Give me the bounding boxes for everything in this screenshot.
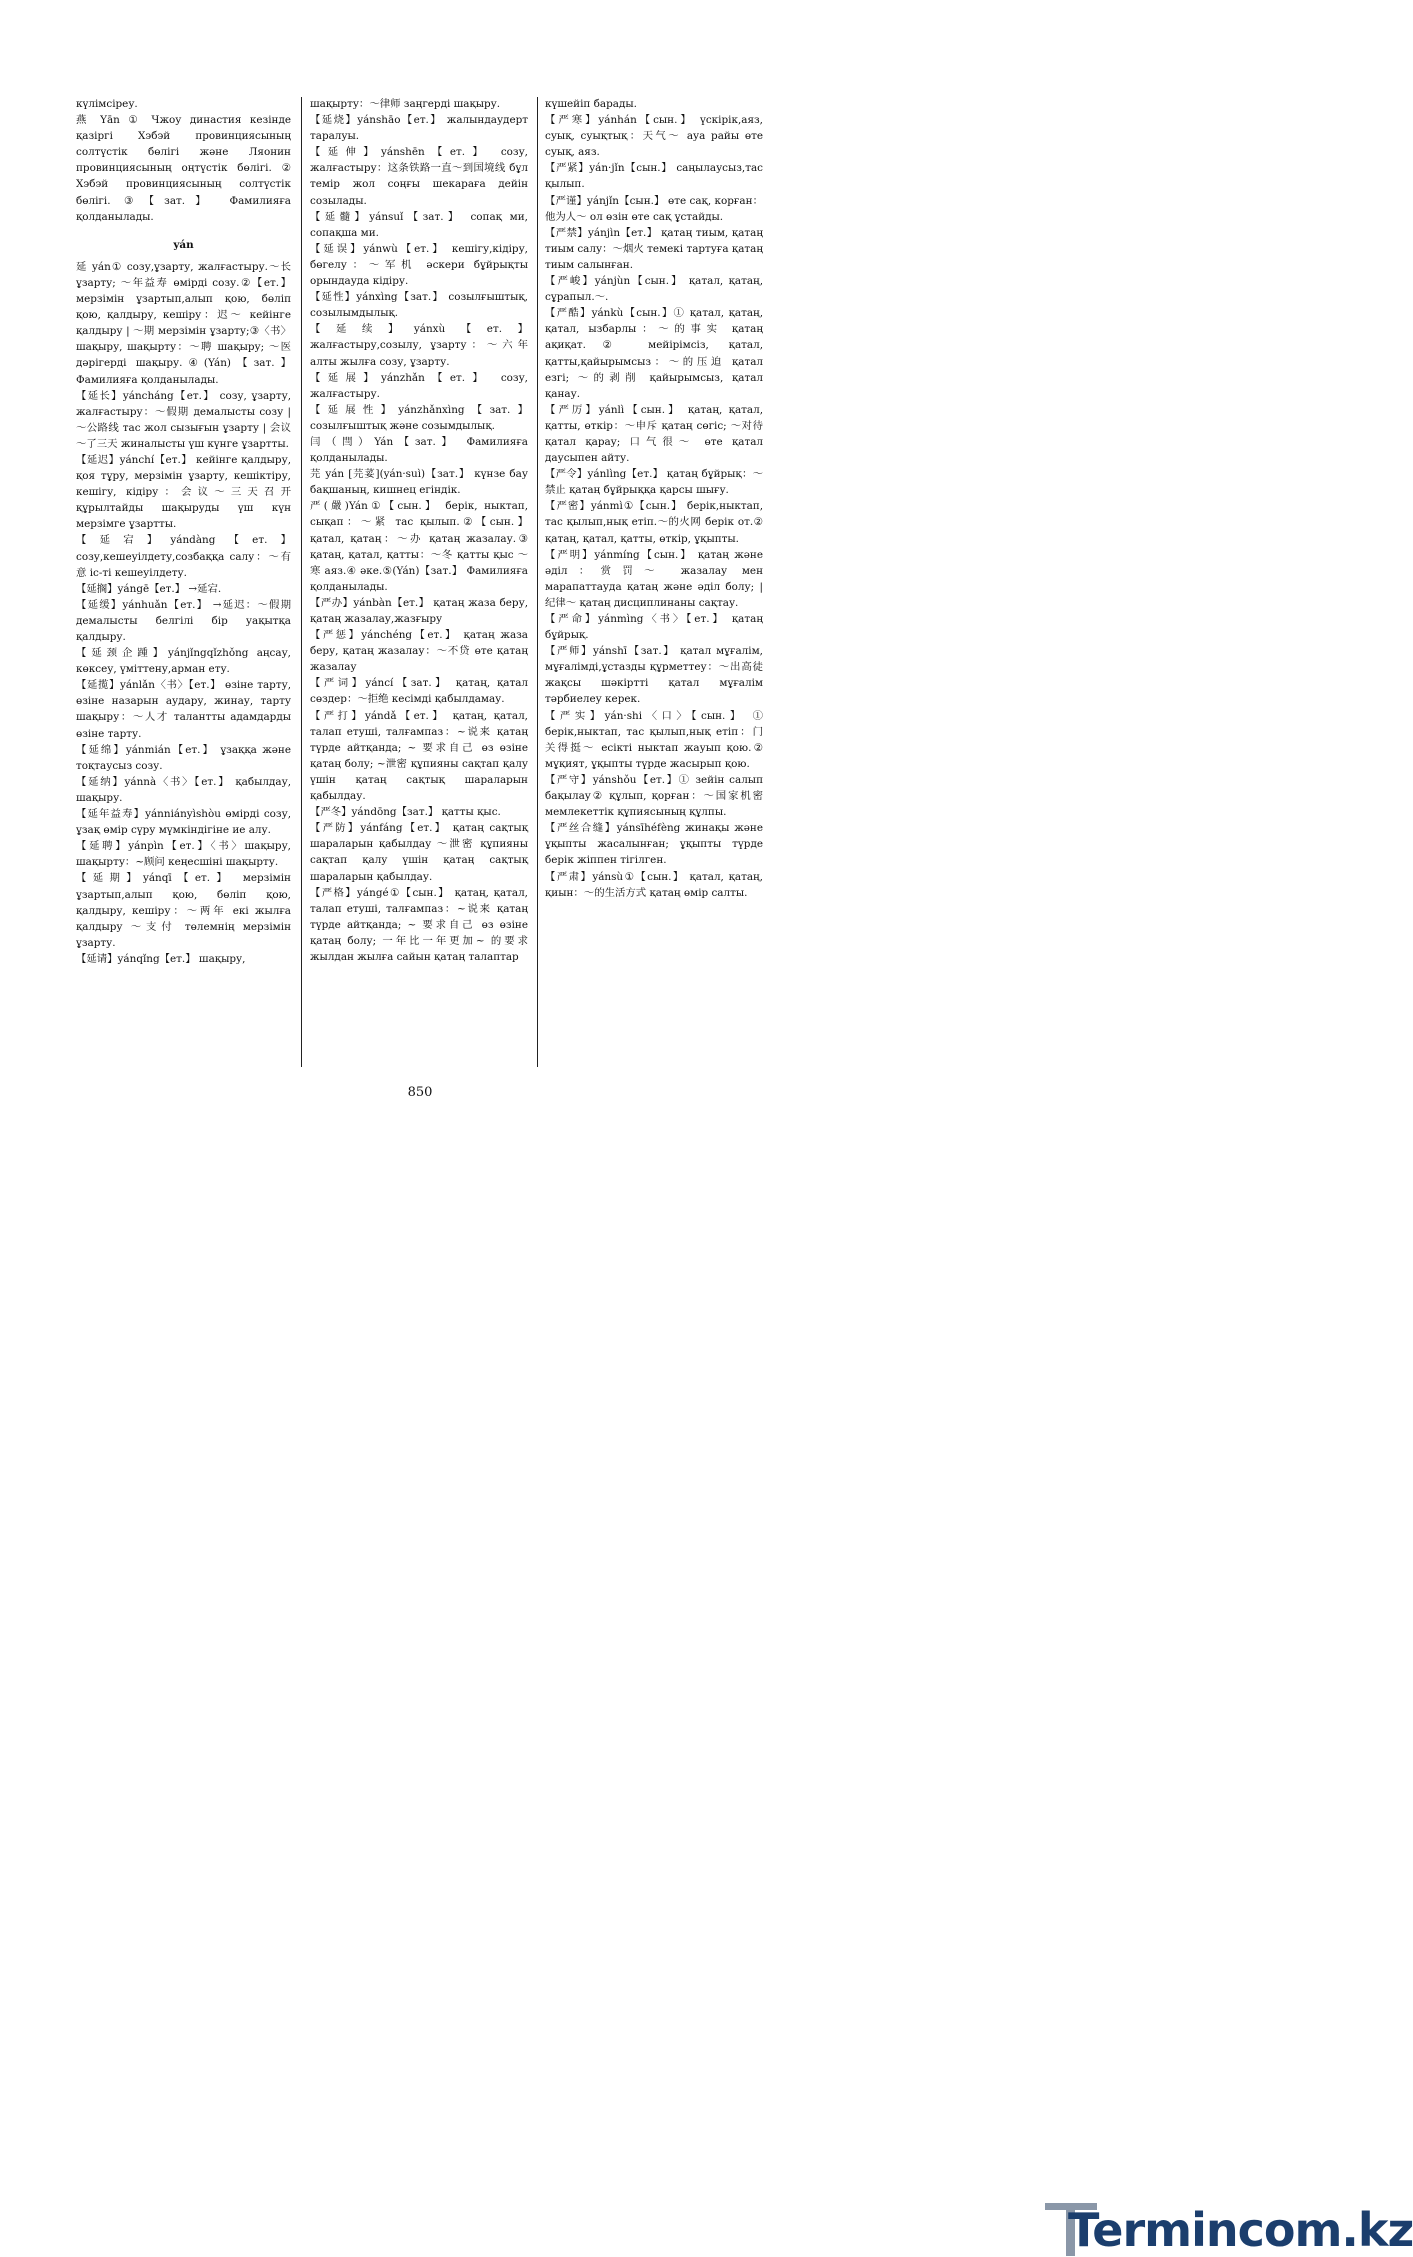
dictionary-entry: 【严肃】yánsù①【сын.】 қатал, қатаң, қиын：～的生活方式 қатаң өмір салты.	[545, 870, 763, 899]
dictionary-entry: 【严丝合缝】yánsīhéfèng жинақы және ұқыпты жасалынған; ұқыпты түрде берік жіппен тігілген.	[545, 822, 763, 867]
column-divider	[301, 97, 302, 1067]
column-right	[545, 96, 763, 901]
dictionary-entry: 延 yán① созу,ұзарту, жалғастыру.～长 ұзарту; ～年益寿 өмірді созу.②【ет.】 мерзімін ұзартып,алып қою, бөліп қою, қалдыру, кешіру：迟～ кейінге қалдыру | ～期 мерзімін ұзарту;③〈书〉шақыру, шақырту：～聘 шақыру; ～医 дәрігерді шақыру.④(Yán)【зат.】 Фамилияға қолданылады.	[76, 260, 291, 386]
column-left	[76, 96, 291, 967]
dictionary-entry: 【严酷】yánkù【сын.】① қатал, қатаң, қатал, ызбарлы：～的事实 қатаң ақиқат.② мейірімсіз, қатал, қатты,қайырымсыз：～的压迫 қатал езгі; ～的剥削 қайырымсыз, қатал қанау.	[545, 307, 763, 400]
dictionary-entry: 【严谨】yánjǐn【сын.】 өте сақ, корған：他为人～ ол өзін өте сақ ұстайды.	[545, 194, 763, 223]
dictionary-entry: 【严防】yánfáng【ет.】 қатаң сақтық шараларын қабылдау ～泄密 құпияны сақтап қалу үшін қатаң сақтық шараларын қабылдау.	[310, 822, 528, 883]
dictionary-entry: 【严厉】yánlì【сын.】 қатаң, қатал, қатты, өткір：～申斥 қатаң сөгіс; ～对待 қатал қарау; 口气很～ өте қатал даусыпен айту.	[545, 403, 763, 465]
dictionary-entry: 【延揽】yánlǎn〈书〉【ет.】 өзіне тарту, өзіне назарын аудару, жинау, тарту шақыру：～人才 талантты адамдарды өзіне тарту.	[76, 679, 291, 740]
dictionary-entry: 【延伸】yánshēn【ет.】 созу, жалғастыру：这条铁路一直～到国境线 бұл темір жол соңғы шекараға дейін созылады.	[310, 146, 528, 207]
dictionary-entry: 【严守】yánshǒu【ет.】① зейін салып бақылау② құлып, қорған：～国家机密 мемлекеттік құпиясының құлпы.	[545, 773, 763, 819]
dictionary-entry: 【严密】yánmì①【сын.】 берік,ныктап, тас қылып,нық етіп.～的火网 берік от.② қатаң, қатал, қатты, өткір, ұқыпты.	[545, 500, 763, 545]
dictionary-entry: 【延误】yánwù【ет.】 кешігу,кідіру, бөгелу：～军机 әскери бұйрықты орындауда кідіру.	[310, 242, 528, 288]
dictionary-entry: 燕 Yān ① Чжоу династия кезінде қазіргі Хэбэй провинциясының солтүстік бөлігі және Ляонин провинциясының оңтүстік бөлігі. ② Хэбэй провинциясының солтүстік бөлігі. ③【зат.】 Фамилияға қолданылады.	[76, 114, 291, 223]
dictionary-entry: шақырту：～律师 заңгерді шақыру.	[310, 98, 501, 110]
dictionary-entry: 【延宕】yándàng【ет.】 созу,кешеуілдету,созбаққа салу：～有意 іс-ті кешеуілдету.	[76, 534, 291, 579]
dictionary-entry: 【延颈企踵】yánjǐngqǐzhǒng аңсау, көксеу, үміттену,арман ету.	[76, 647, 291, 676]
page-number: 850	[407, 1085, 433, 1100]
dictionary-entry: 【延纳】yánnà〈书〉【ет.】 қабылдау, шақыру.	[76, 775, 291, 804]
dictionary-entry: 【严惩】yánchéng【ет.】 қатаң жаза беру, қатаң жазалау：～不贷 өте қатаң жазалау	[310, 629, 528, 674]
dictionary-entry: 【严寒】yánhán【сын.】 үскірік,аяз, суық, суықтық：天气～ ауа райы өте суық, аяз.	[545, 114, 763, 159]
dictionary-entry: 【严打】yándǎ【ет.】 қатаң, қатал, талап етуші, талғампаз：~说来 қатаң түрде айтқанда; ~ 要求自己 өз өзіне қатаң болу; ~泄密 құпияны сақтап қалу үшін қатаң сақтық шараларын қабылдау.	[310, 709, 528, 803]
dictionary-entry: 【严令】yánlìng【ет.】 қатаң бұйрық：～禁止 қатаң бұйрыққа қарсы шығу.	[545, 468, 763, 497]
site-logo[interactable]	[520, 1100, 1413, 2257]
dictionary-entry: 【延长】yáncháng【ет.】 созу, ұзарту, жалғастыру：～假期 демалысты созу | ～公路线 тас жол сызығын ұзарту | 会议～了三天 жиналысты үш күнге ұзартты.	[76, 389, 291, 450]
section-heading: yán	[173, 238, 194, 251]
dictionary-entry: 【严格】yángé①【сын.】 қатаң, қатал, талап етуші, талғампаз：~说来 қатаң түрде айтқанда; ~ 要求自己 өз өзіне қатаң болу; 一年比一年更加~ 的要求 жылдан жылға сайын қатаң талаптар	[310, 886, 528, 963]
dictionary-entry: 【延期】yánqī【ет.】 мерзімін ұзартып,алып қою, бөліп қою, қалдыру, кешіру：～两年 екі жылға қалдыру ～支付 төлемнің мерзімін ұзарту.	[76, 872, 291, 949]
dictionary-entry: 【延髓】yánsuǐ【зат.】 сопақ ми, сопақша ми.	[310, 210, 528, 239]
dictionary-entry: 【延搁】yángē【ет.】 →延宕.	[76, 582, 222, 595]
column-middle	[310, 96, 528, 965]
dictionary-entry: 【延性】yánxìng【зат.】 созылғыштық, созылымдылық.	[310, 291, 528, 320]
dictionary-entry: 【严禁】yánjìn【ет.】 қатаң тиым, қатаң тиым салу：～烟火 темекі тартуға қатаң тиым салынған.	[545, 226, 763, 271]
dictionary-entry: 【严命】yánmìng〈书〉【ет.】 қатаң бұйрық.	[545, 613, 763, 642]
dictionary-entry: 【延请】yánqǐng【ет.】 шақыру,	[76, 952, 246, 965]
dictionary-entry: 【严实】yán·shi〈口〉【сын.】 ① берік,ныктап, тас қылып,нық етіп：门关得挺～ есікті ныктап жауып қою.② мұқият, ұқыпты түрде жасырып қою.	[545, 709, 763, 770]
column-divider	[537, 97, 538, 1067]
dictionary-entry: 【延缓】yánhuǎn【ет.】 →延迟：～假期 демалысты белгілі бір уақытқа қалдыру.	[76, 598, 291, 643]
dictionary-entry: 【延展性】yánzhǎnxìng【зат.】 созылғыштық және созымдылық.	[310, 403, 528, 432]
logo-text: Termincom.kz	[1068, 2203, 1413, 2257]
dictionary-entry: 【延绵】yánmián【ет.】 ұзаққа және тоқтаусыз созу.	[76, 743, 291, 772]
dictionary-entry: 【严峻】yánjùn【сын.】 қатал, қатаң, сұрапыл.～.	[545, 275, 763, 304]
dictionary-entry: 【严紧】yán·jǐn【сын.】 саңылаусыз,тас қылып.	[545, 162, 763, 191]
dictionary-entry: 【延年益寿】yánniányìshòu өмірді созу, ұзақ өмір сүру мүмкіндігіне ие алу.	[76, 808, 291, 837]
dictionary-entry: 【严明】yánmíng【сын.】 қатаң және әділ：赏罚～ жазалау мен марапаттауда қатаң және әділ болу; | 纪律～ қатаң дисциплинаны сақтау.	[545, 548, 763, 609]
dictionary-entry: 闫（閆）Yán【зат.】 Фамилияға қолданылады.	[310, 435, 528, 465]
dictionary-entry: 【延续】yánxù【ет.】 жалғастыру,созылу, ұзарту：～六年 алты жылға созу, ұзарту.	[310, 323, 528, 368]
dictionary-entry: 【延迟】yánchí【ет.】 кейінге қалдыру, қоя тұру, мерзімін ұзарту, кешіктіру, кешігу, кідіру：会议～三天召开 құрылтайды шақыруды үш күн мерзімге ұзартты.	[76, 453, 291, 531]
dictionary-entry: 【严词】yáncí【зат.】 қатаң, қатал сөздер：～拒绝 кесімді қабылдамау.	[310, 677, 528, 706]
dictionary-entry: 【延展】yánzhǎn【ет.】 созу, жалғастыру.	[310, 371, 528, 400]
dictionary-entry: күшейіп барады.	[545, 98, 637, 110]
dictionary-entry: 【延烧】yánshāo【ет.】 жалындаудерт таралуы.	[310, 114, 528, 143]
dictionary-entry: 【严师】yánshī【зат.】 қатал мұғалім, мұғалімді,ұстазды құрметтеу：～出高徒 жақсы шәкіртті қатал мұғалім тәрбиелеу керек.	[545, 645, 763, 706]
dictionary-entry: 【严冬】yándōng【зат.】 қатты қыс.	[310, 806, 501, 819]
dictionary-entry: күлімсіреу.	[76, 98, 138, 110]
dictionary-entry: 芫 yán [芫荽](yán·suì)【зат.】 күнзе бау бақшаның, кишнец егіндік.	[310, 468, 528, 497]
dictionary-entry: 【严办】yánbàn【ет.】 қатаң жаза беру, қатаң жазалау,жазғыру	[310, 596, 528, 625]
dictionary-entry: 严(嚴)Yán①【сын.】 берік, ныктап, сықап：～紧 тас қылып.②【сын.】 қатал, қатаң：～办 қатаң жазалау.③ қатаң, қатал, қатты：～冬 қатты қыс ～寒 аяз.④ әке.⑤(Yán)【зат.】 Фамилияға қолданылады.	[310, 500, 528, 593]
dictionary-entry: 【延聘】yánpìn【ет.】〈书〉шақыру, шақырту：~顾问 кеңесшіні шақырту.	[76, 840, 291, 869]
